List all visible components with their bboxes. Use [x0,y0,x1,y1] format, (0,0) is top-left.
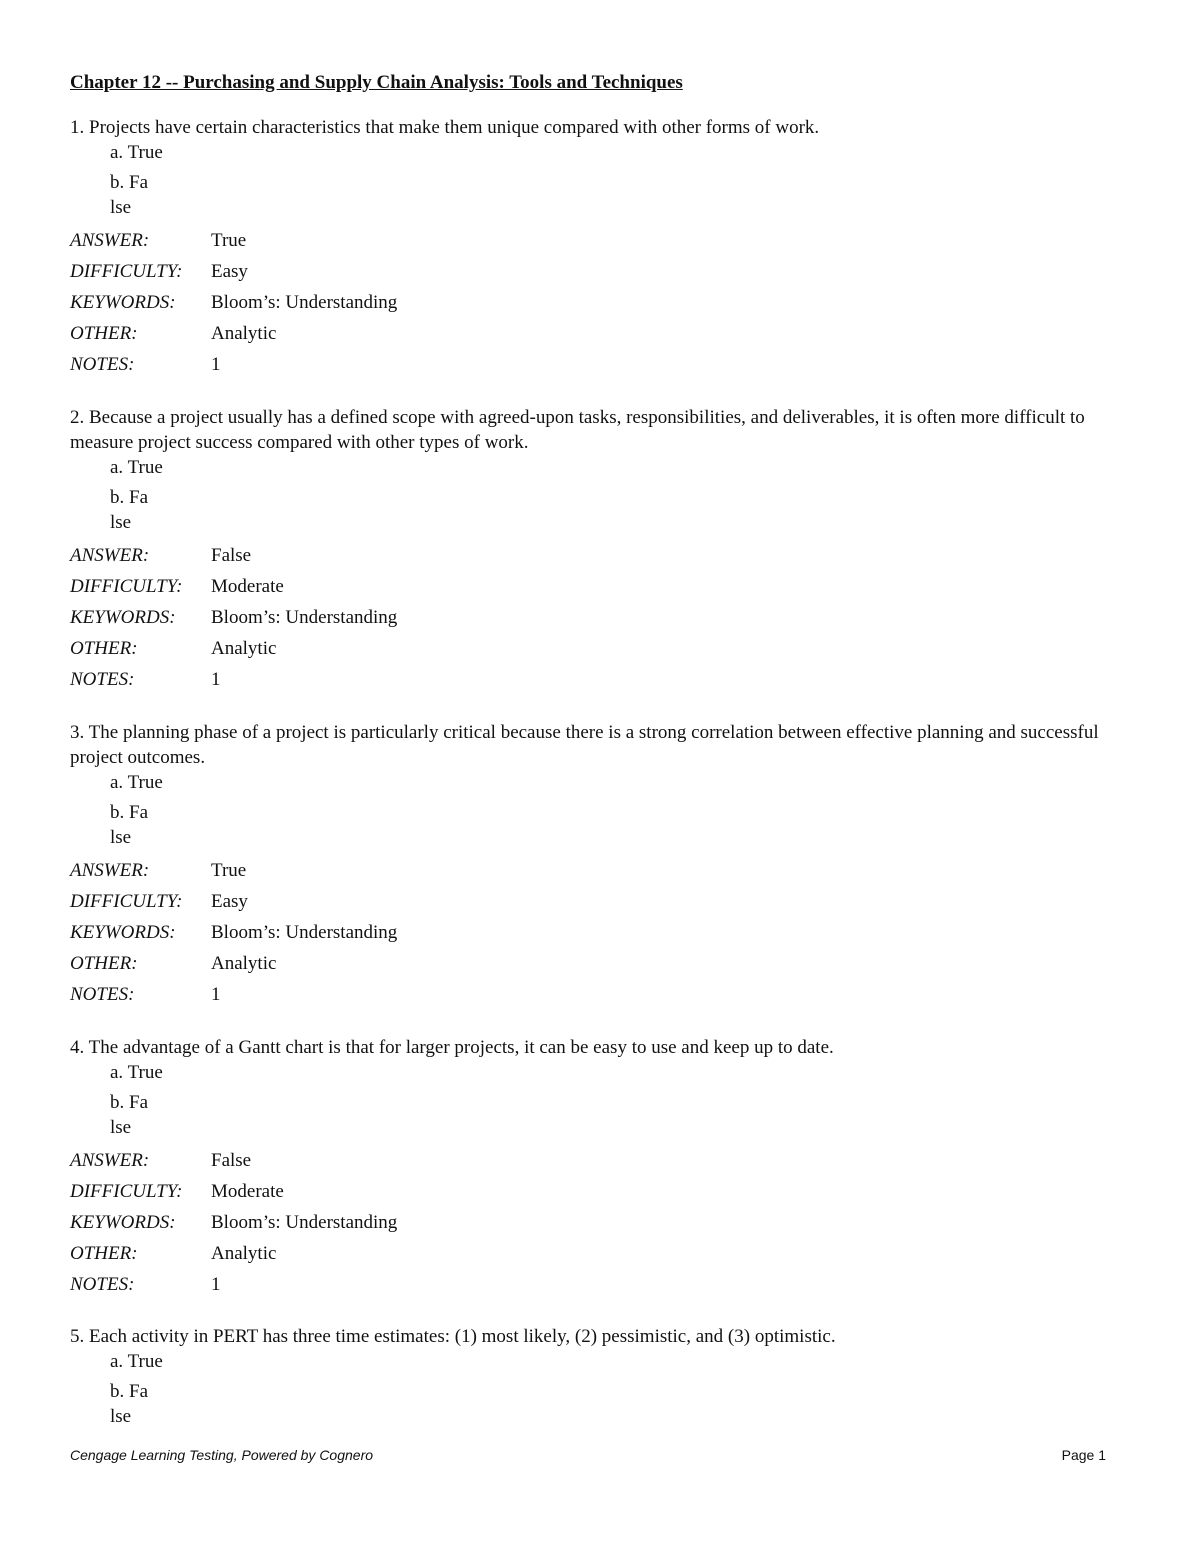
answer-options [110,455,1135,540]
answer-value: False [211,1150,252,1171]
question-text: 1. Projects have certain characteristics that make them unique compared with other forms of work. [70,117,820,138]
keywords-row: KEYWORDS: Bloom’s: Understanding [70,1207,1135,1238]
question-2 [70,405,1135,695]
answer-options [110,770,1135,855]
other-row: OTHER: Analytic [70,948,1135,979]
footer-publisher: Cengage Learning Testing, Powered by Cognero [70,1447,374,1463]
other-row: OTHER: Analytic [70,1238,1135,1269]
difficulty-value: Easy [211,261,248,282]
other-row: OTHER: Analytic [70,318,1135,349]
question-metadata [70,225,1135,380]
keywords-value: Bloom’s: Understanding [211,607,398,628]
option-true: a. True [110,772,163,793]
notes-row: NOTES: 1 [70,979,1135,1010]
footer-page-number: Page 1 [1061,1447,1106,1463]
option-true: a. True [110,457,163,478]
other-row: OTHER: Analytic [70,633,1135,664]
other-value: Analytic [211,953,277,974]
option-false: b. False [110,172,148,218]
other-value: Analytic [211,323,277,344]
answer-value: True [211,860,247,881]
keywords-row: KEYWORDS: Bloom’s: Understanding [70,917,1135,948]
difficulty-value: Moderate [211,1181,284,1202]
answer-options [110,1060,1135,1145]
keywords-row: KEYWORDS: Bloom’s: Understanding [70,287,1135,318]
notes-row: NOTES: 1 [70,664,1135,695]
answer-value: False [211,545,252,566]
difficulty-value: Easy [211,891,248,912]
keywords-value: Bloom’s: Understanding [211,922,398,943]
question-text: 3. The planning phase of a project is particularly critical because there is a strong correlation between effective planning and successful project outcomes. [70,722,1099,768]
answer-options [110,1349,1135,1434]
question-4 [70,1035,1135,1300]
question-1 [70,115,1135,380]
option-true: a. True [110,1351,163,1372]
answer-options [110,140,1135,225]
notes-row: NOTES: 1 [70,1269,1135,1300]
answer-row: ANSWER: False [70,1145,1135,1176]
answer-value: True [211,230,247,251]
chapter-title: Chapter 12 -- Purchasing and Supply Chain Analysis: Tools and Techniques [70,72,683,93]
notes-value: 1 [211,669,221,690]
keywords-value: Bloom’s: Understanding [211,1212,398,1233]
question-metadata [70,1145,1135,1300]
keywords-row: KEYWORDS: Bloom’s: Understanding [70,602,1135,633]
option-false: b. False [110,802,148,848]
notes-value: 1 [211,984,221,1005]
difficulty-value: Moderate [211,576,284,597]
answer-row: ANSWER: False [70,540,1135,571]
difficulty-row: DIFFICULTY: Moderate [70,1176,1135,1207]
answer-row: ANSWER: True [70,855,1135,886]
difficulty-row: DIFFICULTY: Easy [70,886,1135,917]
difficulty-row: DIFFICULTY: Easy [70,256,1135,287]
answer-row: ANSWER: True [70,225,1135,256]
question-metadata [70,540,1135,695]
option-true: a. True [110,142,163,163]
notes-value: 1 [211,1274,221,1295]
option-true: a. True [110,1062,163,1083]
option-false: b. False [110,1092,148,1138]
keywords-value: Bloom’s: Understanding [211,292,398,313]
question-text: 5. Each activity in PERT has three time estimates: (1) most likely, (2) pessimistic, and (3) optimistic. [70,1326,836,1347]
option-false: b. False [110,487,148,533]
question-text: 2. Because a project usually has a defined scope with agreed-upon tasks, responsibilities, and deliverables, it is often more difficult to measure project success compared with other types of work. [70,407,1085,453]
other-value: Analytic [211,638,277,659]
option-false: b. False [110,1381,148,1427]
question-3 [70,720,1135,1010]
notes-row: NOTES: 1 [70,349,1135,380]
other-value: Analytic [211,1243,277,1264]
question-5 [70,1324,1135,1434]
question-metadata [70,855,1135,1010]
notes-value: 1 [211,354,221,375]
question-text: 4. The advantage of a Gantt chart is that for larger projects, it can be easy to use and keep up to date. [70,1037,834,1058]
difficulty-row: DIFFICULTY: Moderate [70,571,1135,602]
